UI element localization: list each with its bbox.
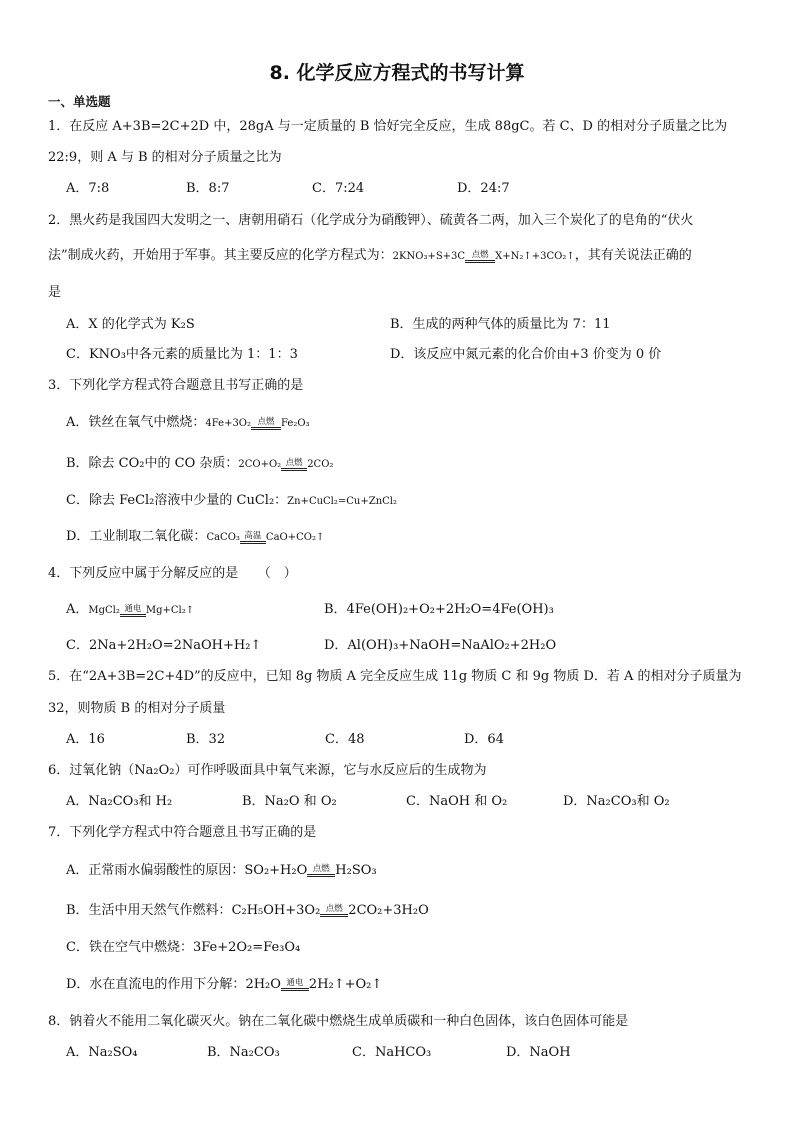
q7-option-b: B．生活中用天然气作燃料：C₂H₅OH+3O₂ 点燃 2CO₂+3H₂O [66, 903, 429, 918]
q8-stem: 8．钠着火不能用二氧化碳灭火。钠在二氧化碳中燃烧生成单质碳和一种白色固体，该白色固体可能是 [48, 1014, 629, 1029]
q2-stem-tail: ，其有关说法正确的 [574, 248, 692, 263]
q2-stem-line2 [48, 247, 752, 266]
q3-stem: 3．下列化学方程式符合题意且书写正确的是 [48, 378, 304, 393]
q2-equation-condition: 点燃 [465, 251, 495, 263]
q6-option-a: A．Na₂CO₃和 H₂ [66, 794, 173, 809]
q2-option-c: C．KNO₃中各元素的质量比为 1：1：3 [66, 347, 298, 362]
q1-option-a: A．7:8 [66, 181, 110, 196]
q4-option-c: C．2Na+2H₂O=2NaOH+H₂↑ [66, 638, 262, 653]
q1-option-d: D．24:7 [457, 181, 510, 196]
q2-option-d: D．该反应中氮元素的化合价由+3 价变为 0 价 [390, 347, 662, 362]
q6-option-b: B．Na₂O 和 O₂ [242, 794, 337, 809]
page-title: 8. 化学反应方程式的书写计算 [269, 62, 525, 84]
q6-stem: 6．过氧化钠（Na₂O₂）可作呼吸面具中氧气来源，它与水反应后的生成物为 [48, 763, 487, 778]
q3-option-c: C．除去 FeCl₂溶液中少量的 CuCl₂：Zn+CuCl₂=Cu+ZnCl₂ [66, 493, 397, 508]
q5-stem-line2: 32，则物质 B 的相对分子质量 [48, 701, 226, 716]
q4-option-a: A．MgCl₂ 通电 Mg+Cl₂↑ [66, 602, 195, 617]
q1-option-b: B．8:7 [186, 181, 230, 196]
q8-option-d: D．NaOH [506, 1045, 571, 1060]
q6-option-c: C．NaOH 和 O₂ [406, 794, 508, 809]
q1-option-c: C．7:24 [312, 181, 365, 196]
q3-option-b: B．除去 CO₂中的 CO 杂质：2CO+O₂ 点燃 2CO₂ [66, 456, 334, 471]
q3-option-a: A．铁丝在氧气中燃烧：4Fe+3O₂ 点燃 Fe₂O₃ [66, 415, 310, 430]
q7-stem: 7．下列化学方程式中符合题意且书写正确的是 [48, 825, 317, 840]
q5-option-c: C．48 [325, 732, 365, 747]
q1-stem-line1: 1．在反应 A+3B=2C+2D 中，28gA 与一定质量的 B 恰好完全反应，生成 88gC。若 C、D 的相对分子质量之比为 [48, 119, 728, 134]
q2-equation-right: X+N₂↑+3CO₂↑ [495, 251, 575, 262]
q6-option-d: D．Na₂CO₃和 O₂ [563, 794, 670, 809]
q5-option-b: B．32 [186, 732, 226, 747]
q4-option-d: D．Al(OH)₃+NaOH=NaAlO₂+2H₂O [324, 638, 557, 653]
q8-option-b: B．Na₂CO₃ [207, 1045, 280, 1060]
q5-option-d: D．64 [464, 732, 504, 747]
q2-stem-text: 法”制成火药，开始用于军事。其主要反应的化学方程式为： [48, 248, 393, 263]
q1-stem-line2: 22:9，则 A 与 B 的相对分子质量之比为 [48, 150, 282, 165]
q2-option-b: B．生成的两种气体的质量比为 7：11 [390, 317, 611, 332]
q7-option-a: A．正常雨水偏弱酸性的原因：SO₂+H₂O 点燃 H₂SO₃ [66, 863, 377, 878]
q4-stem: 4．下列反应中属于分解反应的是 （ ） [48, 566, 297, 581]
q2-stem-line3: 是 [48, 285, 62, 300]
section-heading: 一、单选题 [48, 94, 111, 109]
q7-option-c: C．铁在空气中燃烧：3Fe+2O₂=Fe₃O₄ [66, 940, 301, 955]
q3-option-d: D．工业制取二氧化碳：CaCO₃ 高温 CaO+CO₂↑ [66, 529, 325, 544]
q5-option-a: A．16 [66, 732, 105, 747]
q2-option-a: A．X 的化学式为 K₂S [66, 317, 195, 332]
q4-option-b: B．4Fe(OH)₂+O₂+2H₂O=4Fe(OH)₃ [324, 602, 554, 617]
q2-equation-left: 2KNO₃+S+3C [392, 251, 466, 262]
q7-option-d: D．水在直流电的作用下分解：2H₂O 通电 2H₂↑+O₂↑ [66, 977, 383, 992]
q8-option-c: C．NaHCO₃ [352, 1045, 432, 1060]
q5-stem-line1: 5．在“2A+3B=2C+4D”的反应中，已知 8g 物质 A 完全反应生成 11g 物质 C 和 9g 物质 D．若 A 的相对分子质量为 [48, 669, 742, 684]
q2-stem-line1: 2．黑火药是我国四大发明之一、唐朝用硝石（化学成分为硝酸钾）、硫黄各二两，加入三个炭化了的皂角的“伏火 [48, 213, 694, 228]
q8-option-a: A．Na₂SO₄ [66, 1045, 138, 1060]
